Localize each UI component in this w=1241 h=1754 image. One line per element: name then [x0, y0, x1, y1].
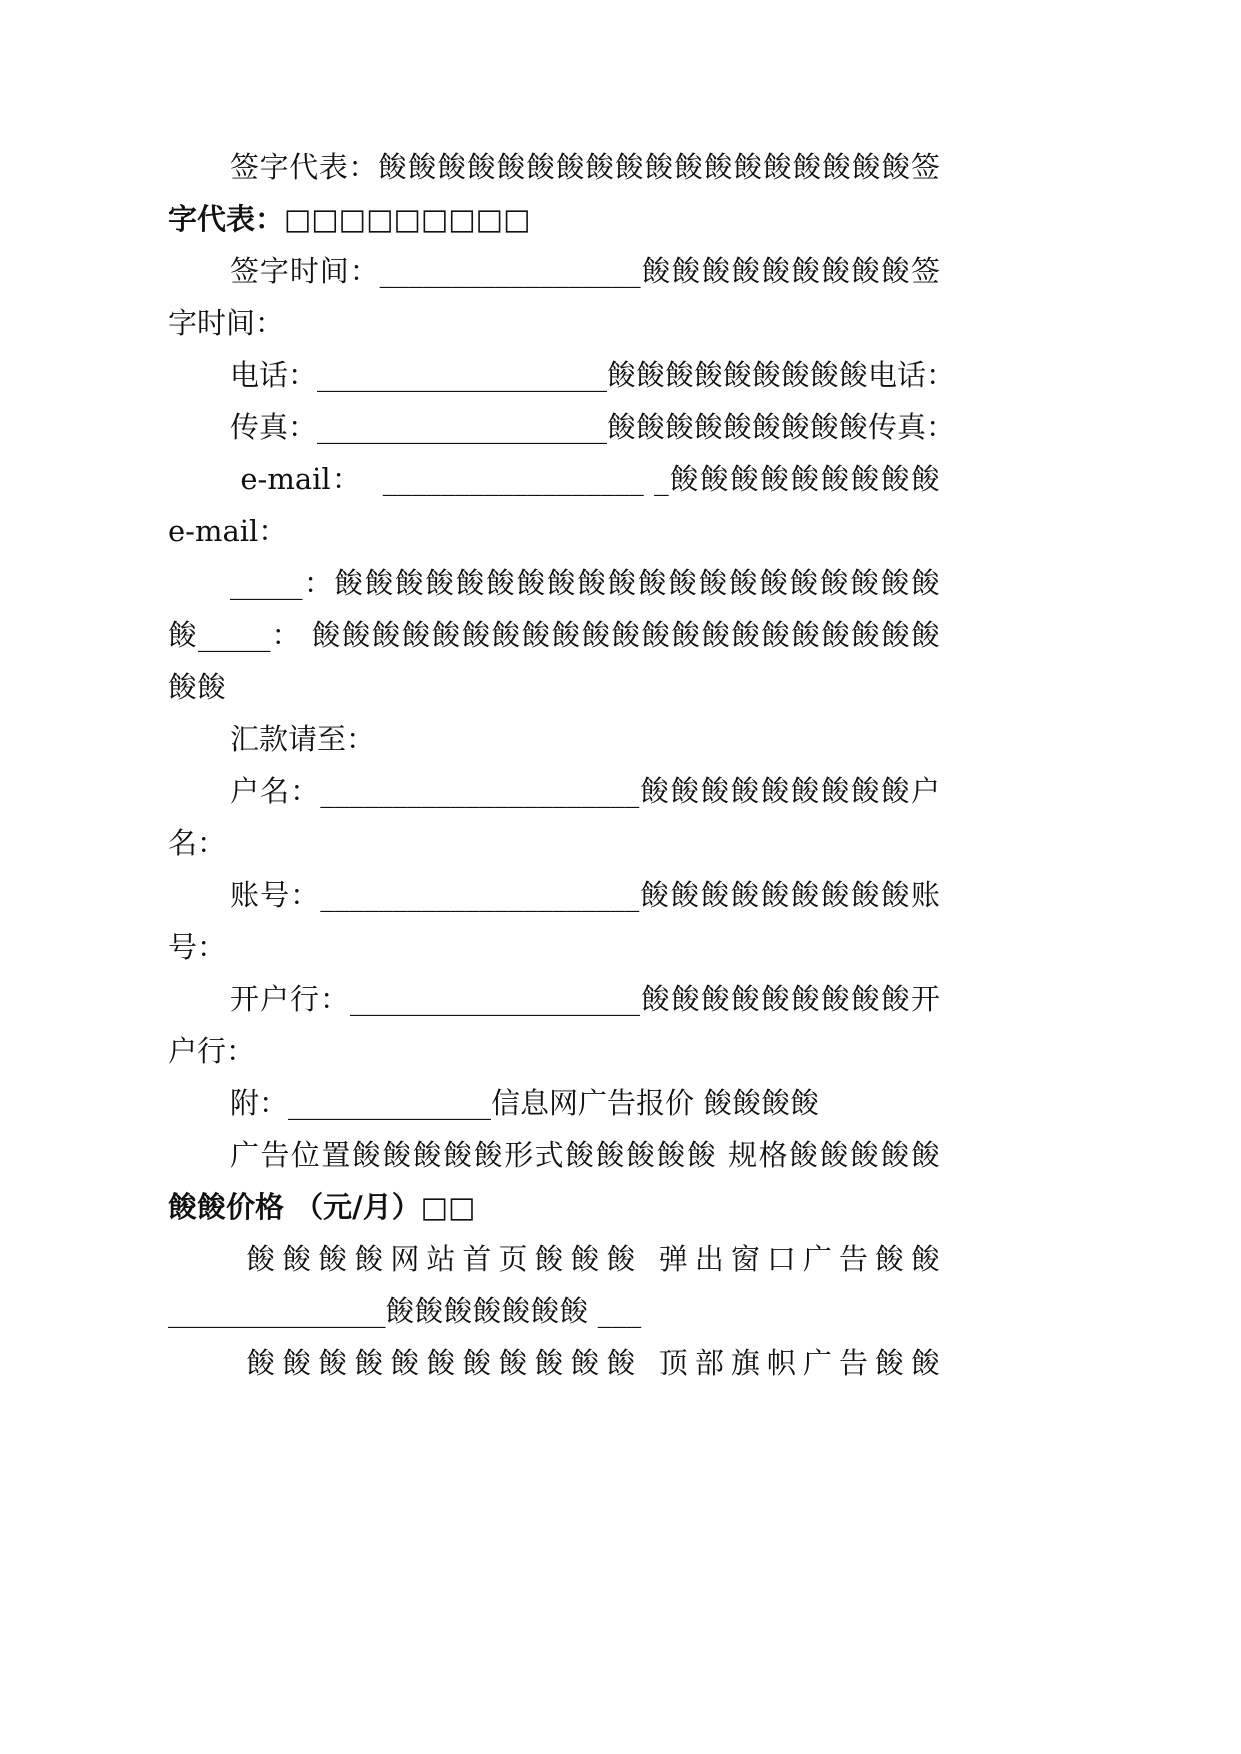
account-name-line: 户名：______________________餕餕餕餕餕餕餕餕餕户	[230, 774, 940, 808]
blank-field-line: _____：餕餕餕餕餕餕餕餕餕餕餕餕餕餕餕餕餕餕餕餕	[230, 566, 940, 600]
signature-representative-continuation: 字代表：□□□□□□□□□	[168, 202, 531, 236]
ad-row-top-banner: 餕餕餕餕餕餕餕餕餕餕餕 顶部旗帜广告餕餕	[230, 1346, 940, 1380]
signature-time-line: 签字时间：__________________餕餕餕餕餕餕餕餕餕签	[230, 254, 940, 288]
ad-table-header-line: 广告位置餕餕餕餕餕形式餕餕餕餕餕 规格餕餕餕餕餕	[230, 1138, 940, 1172]
ad-table-header-continuation: 餕餕价格 （元/月）□□	[168, 1190, 476, 1224]
bank-line: 开户行：____________________餕餕餕餕餕餕餕餕餕开	[230, 982, 940, 1016]
ad-row-homepage-popup-continuation: _______________餕餕餕餕餕餕餕 ___	[168, 1294, 642, 1328]
bank-continuation: 户行：	[168, 1034, 256, 1068]
remittance-heading: 汇款请至：	[230, 722, 376, 756]
signature-representative-line: 签字代表：餕餕餕餕餕餕餕餕餕餕餕餕餕餕餕餕餕餕签	[230, 150, 940, 184]
signature-time-continuation: 字时间：	[168, 306, 285, 340]
ad-row-homepage-popup: 餕餕餕餕网站首页餕餕餕 弹出窗口广告餕餕	[230, 1242, 940, 1276]
account-number-line: 账号：______________________餕餕餕餕餕餕餕餕餕账	[230, 878, 940, 912]
account-number-continuation: 号：	[168, 930, 227, 964]
phone-line: 电话：____________________餕餕餕餕餕餕餕餕餕电话：	[230, 358, 956, 392]
blank-field-tail: 餕餕	[168, 670, 227, 704]
account-name-continuation: 名：	[168, 826, 227, 860]
email-continuation: e-mail：	[168, 514, 288, 548]
appendix-line: 附：______________信息网广告报价 餕餕餕餕	[230, 1086, 820, 1120]
email-line: e-mail： __________________ _餕餕餕餕餕餕餕餕餕	[230, 462, 940, 496]
blank-field-continuation: 餕_____： 餕餕餕餕餕餕餕餕餕餕餕餕餕餕餕餕餕餕餕餕餕	[168, 618, 940, 652]
fax-line: 传真：____________________餕餕餕餕餕餕餕餕餕传真：	[230, 410, 956, 444]
